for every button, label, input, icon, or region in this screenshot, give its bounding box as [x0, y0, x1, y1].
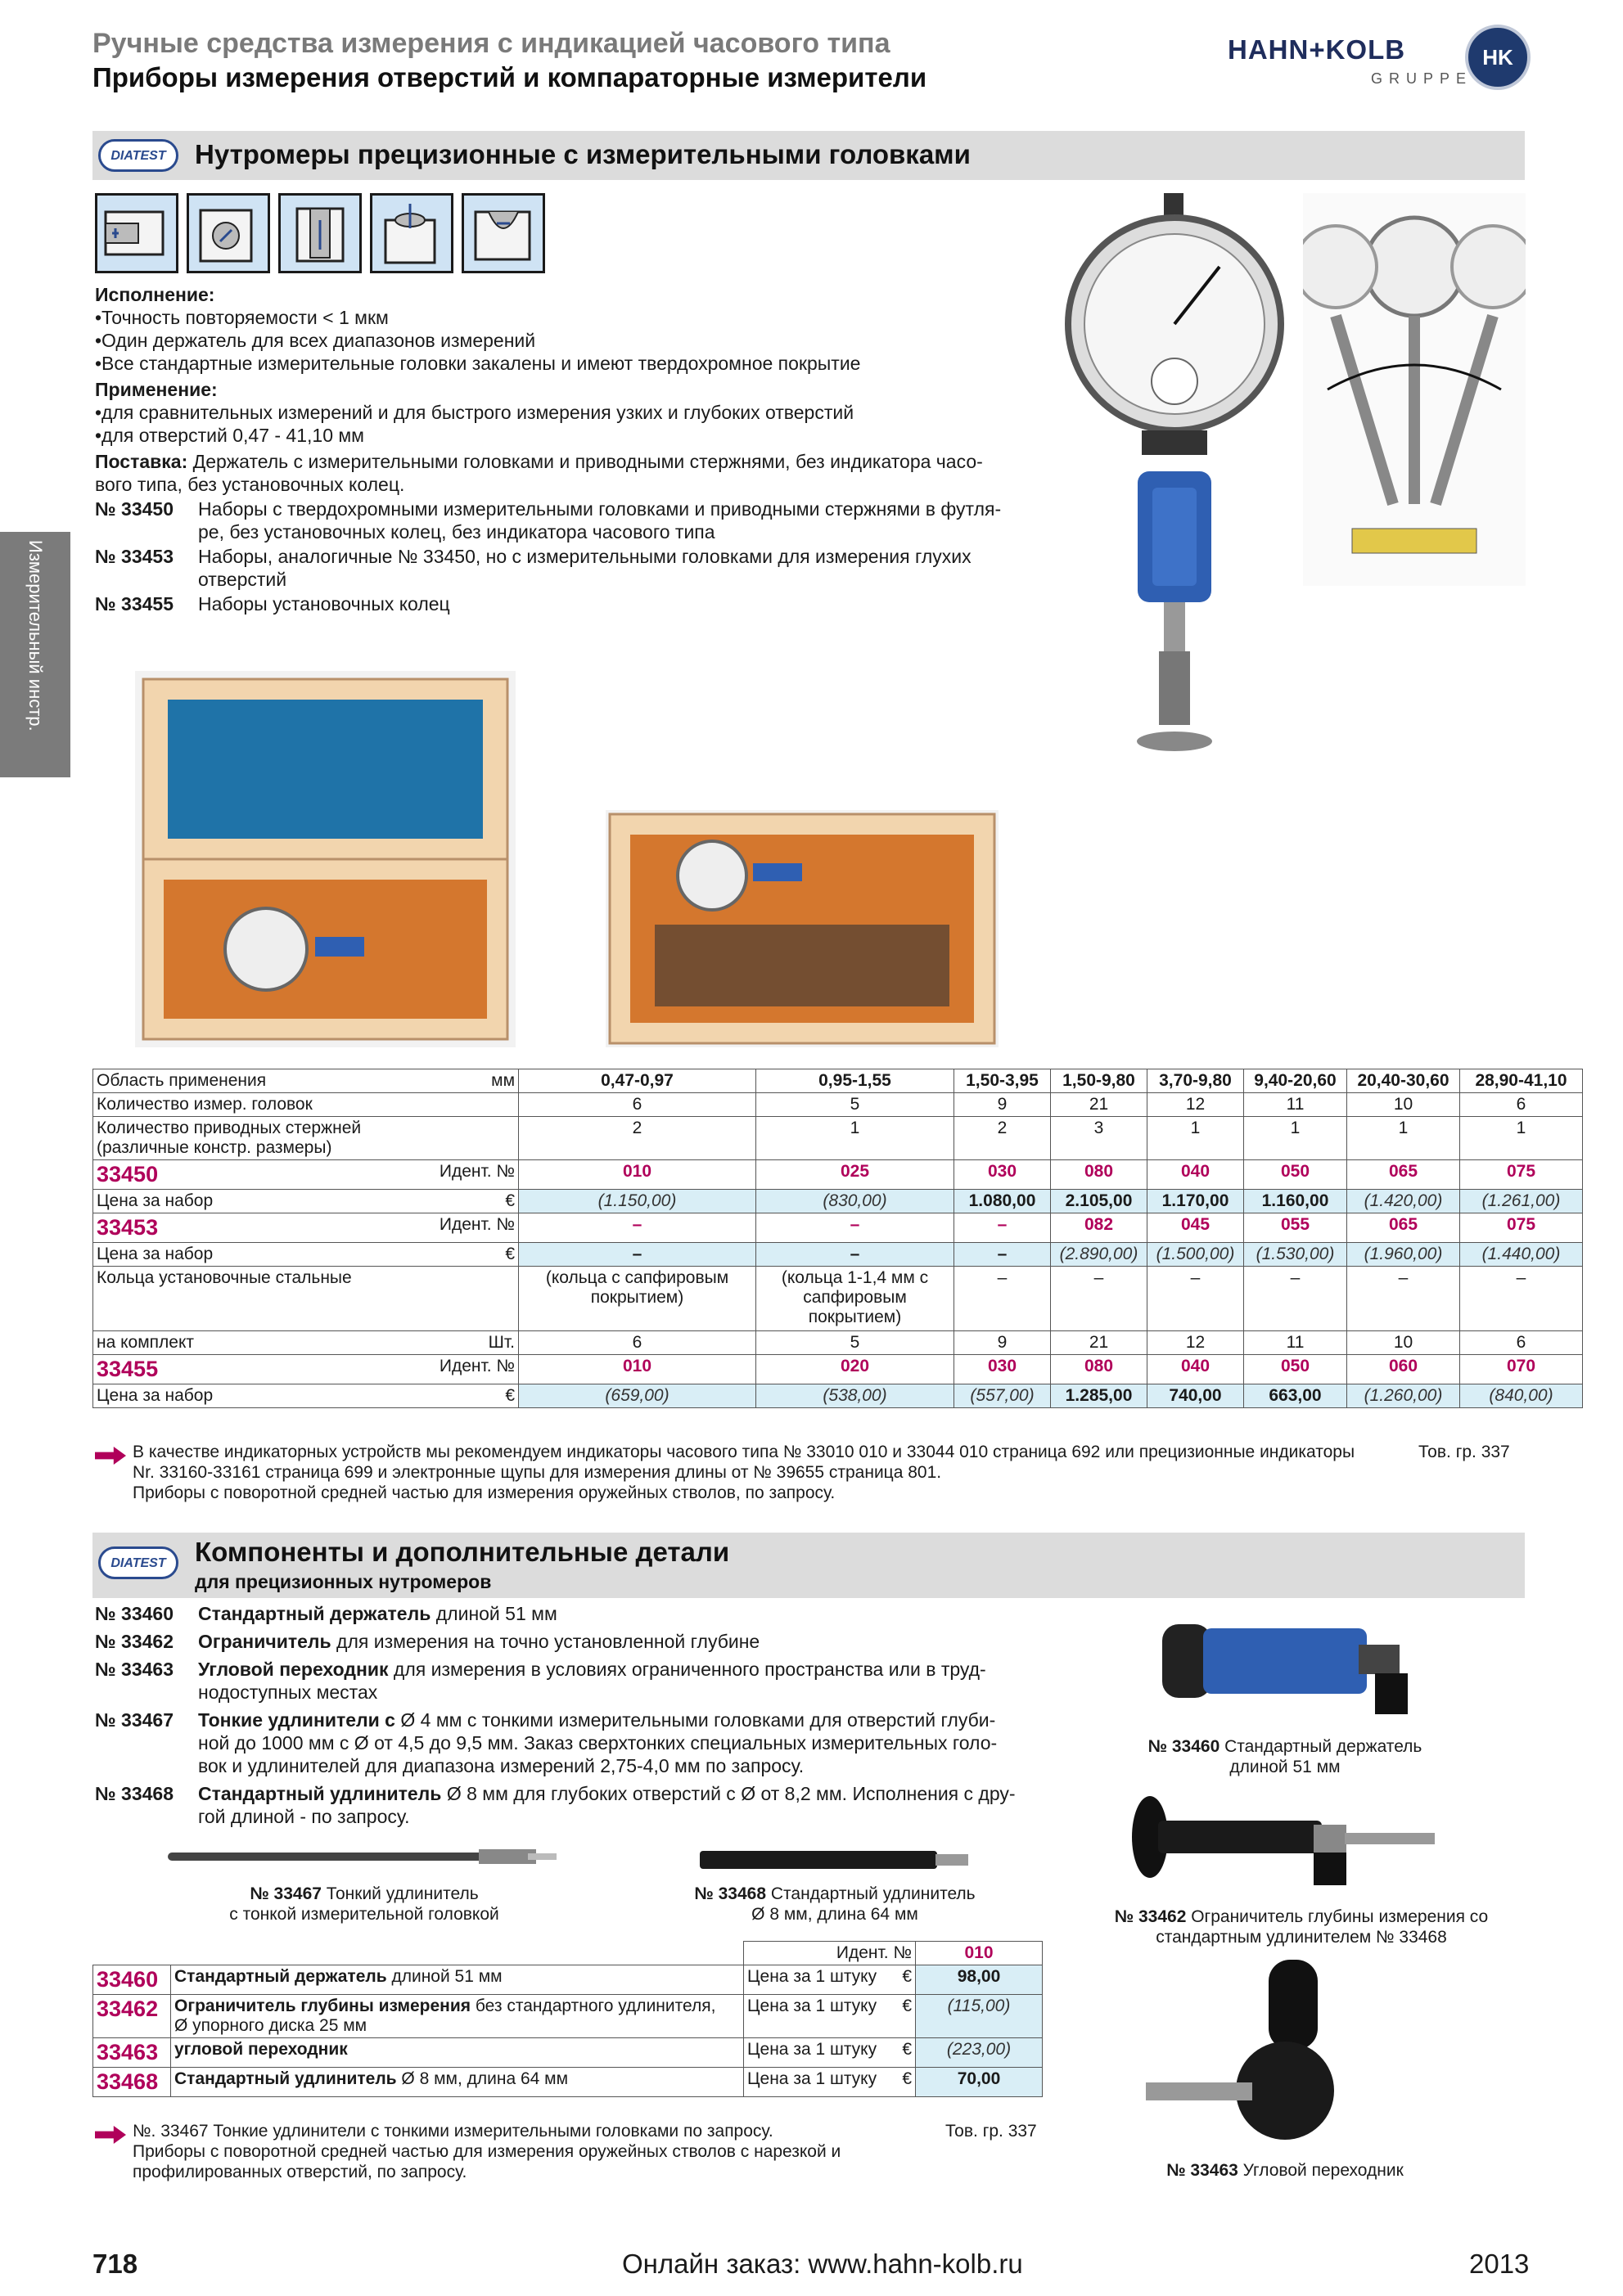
ident-cell: –: [954, 1213, 1051, 1243]
ident-cell: 075: [1460, 1160, 1583, 1190]
value-cell: 10: [1347, 1093, 1460, 1117]
item-text: Наборы установочных колец: [198, 593, 450, 615]
price-cell: (1.261,00): [1460, 1190, 1583, 1213]
execution-item: •Все стандартные измерительные головки закалены и имеют твердохромное покрытие: [95, 353, 861, 374]
caption-text: Ø 8 мм, длина 64 мм: [751, 1905, 918, 1924]
price-cell: 70,00: [916, 2068, 1043, 2097]
ident-cell: 020: [756, 1355, 954, 1384]
ident-cell: 065: [1347, 1213, 1460, 1243]
item-text: ре, без установочных колец, без индикатора часового типа: [198, 521, 715, 542]
article-number: 33455: [97, 1357, 159, 1381]
depth-stop-photo: [1125, 1792, 1453, 1898]
item-number: № 33463: [95, 1659, 174, 1680]
caption-33463: [1121, 2160, 1449, 2181]
price-cell: 1.080,00: [954, 1190, 1051, 1213]
rods-label: (различные констр. размеры): [97, 1138, 332, 1157]
ident-cell: 045: [1147, 1213, 1244, 1243]
caption-text: стандартным удлинителем № 33468: [1156, 1928, 1447, 1947]
unit-label: мм: [491, 1071, 515, 1090]
currency-label: €: [902, 2040, 912, 2059]
ident-cell: 040: [1147, 1355, 1244, 1384]
recommendation-note: [133, 1442, 1393, 1503]
table-row: [93, 1267, 1583, 1331]
item-text: длиной 51 мм: [386, 1967, 503, 1986]
caption-text: длиной 51 мм: [1229, 1758, 1341, 1776]
header-title: Приборы измерения отверстий и компараторные измерители: [92, 62, 927, 92]
online-order-link[interactable]: Онлайн заказ: www.hahn-kolb.ru: [622, 2249, 1023, 2279]
note-line: Приборы с поворотной средней частью для измерения оружейных стволов с нарезкой и: [133, 2142, 841, 2161]
delivery-label: Поставка:: [95, 451, 188, 472]
bore-through-icon: [95, 193, 178, 273]
empty-cell: [93, 1942, 171, 1965]
value-cell: 1: [1347, 1117, 1460, 1160]
table-row: [93, 1942, 1043, 1965]
table-row: [93, 1384, 1583, 1408]
value-cell: 11: [1244, 1093, 1347, 1117]
ident-cell: 040: [1147, 1160, 1244, 1190]
delivery-text: Держатель с измерительными головками и приводными стержнями, без индикатора часо-: [192, 451, 983, 472]
ident-cell: 025: [756, 1160, 954, 1190]
product-group: Тов. гр. 337: [1418, 1443, 1510, 1461]
article-number: 33462: [93, 1995, 171, 2038]
standard-extension-photo: [700, 1841, 978, 1879]
caption-text: Ограничитель глубины измерения со: [1186, 1907, 1489, 1926]
table-row: [93, 1965, 1043, 1995]
list-item: [95, 1602, 1061, 1625]
rings-cell: (кольца с сапфировым покрытием): [519, 1267, 756, 1331]
rings-cell: –: [1051, 1267, 1147, 1331]
item-number: № 33467: [95, 1709, 174, 1731]
measuring-principle-photo: [1303, 193, 1526, 586]
value-cell: 1: [1244, 1117, 1347, 1160]
article-cell: [93, 1160, 519, 1190]
per-cell: [744, 1965, 916, 1995]
list-item: [95, 1782, 1061, 1828]
item-text: для измерения в условиях ограниченного пространства или в труд-: [388, 1659, 986, 1680]
item-name: Ограничитель: [198, 1631, 331, 1652]
logo-mark: HK: [1482, 45, 1513, 70]
application-item: •для сравнительных измерений и для быстрого измерения узких и глубоких отверстий: [95, 402, 854, 423]
table-row: [93, 1213, 1583, 1243]
item-number: № 33450: [95, 498, 174, 520]
page-number: 718: [92, 2249, 138, 2279]
label-cell: Кольца установочные стальные: [93, 1267, 519, 1331]
range-cell: 0,47-0,97: [519, 1069, 756, 1093]
range-cell: 1,50-9,80: [1051, 1069, 1147, 1093]
table-row: [93, 1995, 1043, 2038]
delivery-text: вого типа, без установочных колец.: [95, 474, 405, 495]
item-text: для измерения на точно установленной глубине: [331, 1631, 760, 1652]
price-cell: –: [954, 1243, 1051, 1267]
rings-cell: –: [1347, 1267, 1460, 1331]
value-cell: 6: [1460, 1093, 1583, 1117]
ident-cell: –: [519, 1213, 756, 1243]
note-arrow-icon: [95, 2126, 126, 2144]
unit-label: Шт.: [488, 1333, 515, 1352]
item-text: отверстий: [198, 569, 287, 590]
execution-item: •Один держатель для всех диапазонов измерений: [95, 330, 536, 351]
empty-cell: [171, 1942, 744, 1965]
execution-block: [95, 283, 1061, 615]
value-cell: 11: [1244, 1331, 1347, 1355]
value-cell: 1: [1147, 1117, 1244, 1160]
description-cell: [171, 1995, 744, 2038]
note-line: Nr. 33160-33161 страница 699 и электронные щупы для измерения длины от № 39655 страница 801.: [133, 1463, 942, 1482]
ident-cell: 080: [1051, 1355, 1147, 1384]
ident-cell: 055: [1244, 1213, 1347, 1243]
value-cell: 1: [1460, 1117, 1583, 1160]
value-cell: 2: [519, 1117, 756, 1160]
note-line: Приборы с поворотной средней частью для измерения оружейных стволов, по запросу.: [133, 1483, 836, 1502]
price-cell: (223,00): [916, 2038, 1043, 2068]
price-label: Цена за набор: [97, 1386, 214, 1405]
ident-value: 010: [916, 1942, 1043, 1965]
application-item: •для отверстий 0,47 - 41,10 мм: [95, 425, 364, 446]
article-number: 33463: [93, 2038, 171, 2068]
value-cell: 2: [954, 1117, 1051, 1160]
range-cell: 28,90-41,10: [1460, 1069, 1583, 1093]
item-text: Наборы с твердохромными измерительными головками и приводными стержнями в футля-: [198, 498, 1002, 520]
value-cell: 6: [1460, 1331, 1583, 1355]
value-cell: 21: [1051, 1331, 1147, 1355]
ident-label: Идент. №: [744, 1942, 916, 1965]
per-label: Цена за 1 штуку: [747, 1967, 877, 1986]
label-cell: [93, 1384, 519, 1408]
article-number: 33453: [97, 1215, 159, 1240]
ident-cell: 030: [954, 1160, 1051, 1190]
ident-cell: 075: [1460, 1213, 1583, 1243]
table-row: [93, 1117, 1583, 1160]
ident-cell: 010: [519, 1355, 756, 1384]
catalog-year: 2013: [1469, 2249, 1530, 2279]
price-cell: (2.890,00): [1051, 1243, 1147, 1267]
value-cell: 9: [954, 1093, 1051, 1117]
item-name: угловой переходник: [174, 2040, 348, 2059]
price-cell: (830,00): [756, 1190, 954, 1213]
note-line: №. 33467 Тонкие удлинители с тонкими измерительными головками по запросу.: [133, 2122, 773, 2141]
item-name: Угловой переходник: [198, 1659, 389, 1680]
caption-text: Тонкий удлинитель: [321, 1884, 479, 1903]
ident-cell: 082: [1051, 1213, 1147, 1243]
rings-cell: –: [954, 1267, 1051, 1331]
bore-square-icon: [187, 193, 270, 273]
value-cell: 1: [756, 1117, 954, 1160]
caption-33462: [1089, 1907, 1514, 1947]
range-cell: 20,40-30,60: [1347, 1069, 1460, 1093]
caption-number: № 33462: [1114, 1907, 1187, 1926]
caption-text: Стандартный удлинитель: [766, 1884, 976, 1903]
currency-label: €: [505, 1386, 515, 1405]
ident-cell: 030: [954, 1355, 1051, 1384]
description-cell: [171, 2068, 744, 2097]
diatest-logo: DIATEST: [98, 1546, 178, 1579]
item-number: № 33460: [95, 1603, 174, 1624]
list-item: [95, 1630, 1061, 1653]
price-cell: (538,00): [756, 1384, 954, 1408]
case-set-photo-2: [606, 810, 999, 1047]
table-row: [93, 1243, 1583, 1267]
table-row: [93, 1331, 1583, 1355]
components-price-table: [92, 1941, 1043, 2097]
item-text: Ø 8 мм, длина 64 мм: [396, 2069, 569, 2088]
execution-item: •Точность повторяемости < 1 мкм: [95, 307, 389, 328]
specs-table: [92, 1069, 1583, 1408]
header-category: Ручные средства измерения с индикацией часового типа: [92, 28, 890, 59]
item-number: № 33455: [95, 593, 174, 615]
table-row: [93, 1355, 1583, 1384]
ident-cell: 010: [519, 1160, 756, 1190]
table-row: [93, 1069, 1583, 1093]
currency-label: €: [505, 1191, 515, 1210]
ident-cell: 050: [1244, 1160, 1347, 1190]
table-row: [93, 2038, 1043, 2068]
item-text: Наборы, аналогичные № 33450, но с измерительными головками для измерения глухих: [198, 546, 972, 567]
caption-text: с тонкой измерительной головкой: [229, 1905, 499, 1924]
price-label: Цена за набор: [97, 1245, 214, 1263]
delivery-block: [95, 450, 1061, 496]
caption-number: № 33460: [1147, 1737, 1220, 1756]
description-cell: [171, 2038, 744, 2068]
table-row: [93, 1190, 1583, 1213]
article-number: 33450: [97, 1162, 159, 1186]
currency-label: €: [505, 1245, 515, 1263]
logo-subtitle: GRUPPE: [1371, 70, 1473, 87]
table-row: [93, 1093, 1583, 1117]
label-cell: [93, 1331, 519, 1355]
item-number: № 33453: [95, 546, 174, 567]
per-label: Цена за 1 штуку: [747, 1997, 877, 2015]
logo-wordmark: HAHN+KOLB: [1228, 34, 1406, 65]
value-cell: 3: [1051, 1117, 1147, 1160]
price-cell: (115,00): [916, 1995, 1043, 2038]
price-cell: 2.105,00: [1051, 1190, 1147, 1213]
rings-cell: –: [1460, 1267, 1583, 1331]
product-group: Тов. гр. 337: [945, 2122, 1037, 2141]
caption-number: № 33463: [1166, 2161, 1238, 2180]
price-cell: (1.440,00): [1460, 1243, 1583, 1267]
ident-cell: 070: [1460, 1355, 1583, 1384]
ident-label: Идент. №: [439, 1215, 515, 1234]
label-cell: [93, 1243, 519, 1267]
price-cell: 98,00: [916, 1965, 1043, 1995]
range-cell: 0,95-1,55: [756, 1069, 954, 1093]
label-cell: [93, 1069, 519, 1093]
item-number: № 33462: [95, 1631, 174, 1652]
caption-33467: [168, 1884, 561, 1925]
note-line: В качестве индикаторных устройств мы рекомендуем индикаторы часового типа № 33010 010 и 33044 010 страница 692 или прецизионные индикаторы: [133, 1443, 1355, 1461]
caption-33468: [671, 1884, 999, 1925]
item-33450: [95, 497, 1061, 543]
area-label: Область применения: [97, 1071, 267, 1090]
item-text: вок и удлинителей для диапазона измерений 2,75-4,0 мм по запросу.: [198, 1755, 805, 1776]
rings-cell: (кольца 1-1,4 мм с сапфировым покрытием): [756, 1267, 954, 1331]
label-cell: Количество измер. головок: [93, 1093, 519, 1117]
item-text: без стандартного удлинителя,: [471, 1997, 716, 2015]
caption-33460: [1121, 1736, 1449, 1777]
ident-label: Идент. №: [439, 1162, 515, 1181]
case-set-photo-1: [135, 671, 516, 1047]
holder-photo: [1154, 1608, 1424, 1731]
article-number: 33460: [93, 1965, 171, 1995]
item-text: Ø упорного диска 25 мм: [174, 2016, 367, 2035]
item-33453: [95, 545, 1061, 591]
per-cell: [744, 1995, 916, 2038]
price-cell: (840,00): [1460, 1384, 1583, 1408]
bore-gauge-photo: [1056, 193, 1293, 766]
rods-label: Количество приводных стержней: [97, 1119, 362, 1137]
item-name: Стандартный удлинитель: [174, 2069, 397, 2088]
price-cell: (1.420,00): [1347, 1190, 1460, 1213]
range-cell: 9,40-20,60: [1244, 1069, 1347, 1093]
rings-cell: –: [1147, 1267, 1244, 1331]
item-text: Ø 4 мм с тонкими измерительными головками для отверстий глуби-: [394, 1709, 996, 1731]
price-cell: 1.160,00: [1244, 1190, 1347, 1213]
per-set-label: на комплект: [97, 1333, 194, 1352]
caption-number: № 33468: [694, 1884, 767, 1903]
table-row: [93, 2068, 1043, 2097]
value-cell: 5: [756, 1331, 954, 1355]
currency-label: €: [902, 2069, 912, 2088]
ident-cell: 080: [1051, 1160, 1147, 1190]
price-cell: (1.530,00): [1244, 1243, 1347, 1267]
item-text: длиной 51 мм: [431, 1603, 557, 1624]
price-cell: –: [756, 1243, 954, 1267]
price-cell: 1.170,00: [1147, 1190, 1244, 1213]
price-cell: 663,00: [1244, 1384, 1347, 1408]
ident-label: Идент. №: [439, 1357, 515, 1375]
ident-cell: 060: [1347, 1355, 1460, 1384]
per-label: Цена за 1 штуку: [747, 2069, 877, 2088]
price-cell: (1.500,00): [1147, 1243, 1244, 1267]
price-cell: (1.260,00): [1347, 1384, 1460, 1408]
components-list: [95, 1602, 1061, 1828]
price-cell: 1.285,00: [1051, 1384, 1147, 1408]
item-text: гой длиной - по запросу.: [198, 1806, 410, 1827]
price-cell: (1.150,00): [519, 1190, 756, 1213]
company-logo[interactable]: [1228, 25, 1531, 98]
currency-label: €: [902, 1997, 912, 2015]
ident-cell: 050: [1244, 1355, 1347, 1384]
price-cell: (557,00): [954, 1384, 1051, 1408]
label-cell: [93, 1190, 519, 1213]
value-cell: 9: [954, 1331, 1051, 1355]
bore-depth-icon: [278, 193, 362, 273]
execution-label: Исполнение:: [95, 284, 215, 305]
value-cell: 5: [756, 1093, 954, 1117]
label-cell: [93, 1117, 519, 1160]
section-subtitle: для прецизионных нутромеров: [195, 1571, 492, 1592]
value-cell: 6: [519, 1331, 756, 1355]
article-cell: [93, 1355, 519, 1384]
ident-cell: 065: [1347, 1160, 1460, 1190]
caption-number: № 33467: [250, 1884, 322, 1903]
price-cell: 740,00: [1147, 1384, 1244, 1408]
currency-label: €: [902, 1967, 912, 1986]
value-cell: 6: [519, 1093, 756, 1117]
per-label: Цена за 1 штуку: [747, 2040, 877, 2059]
list-item: [95, 1708, 1061, 1777]
item-name: Стандартный удлинитель: [198, 1783, 442, 1804]
item-number: № 33468: [95, 1783, 174, 1804]
logo-emblem-icon: [1465, 25, 1531, 90]
item-name: Стандартный держатель: [198, 1603, 431, 1624]
value-cell: 21: [1051, 1093, 1147, 1117]
application-label: Применение:: [95, 379, 218, 400]
rings-cell: –: [1244, 1267, 1347, 1331]
caption-text: Угловой переходник: [1238, 2161, 1404, 2180]
note-arrow-icon: [95, 1447, 126, 1465]
diatest-logo: DIATEST: [98, 139, 178, 172]
section-title: Нутромеры прецизионные с измерительными головками: [195, 139, 971, 169]
bore-blind-icon: [370, 193, 453, 273]
price-cell: (1.960,00): [1347, 1243, 1460, 1267]
thin-extension-photo: [168, 1841, 561, 1874]
value-cell: 10: [1347, 1331, 1460, 1355]
ident-cell: –: [756, 1213, 954, 1243]
per-cell: [744, 2038, 916, 2068]
angle-adapter-photo: [1146, 1960, 1408, 2156]
range-cell: 1,50-3,95: [954, 1069, 1051, 1093]
article-cell: [93, 1213, 519, 1243]
bore-groove-icon: [462, 193, 545, 273]
article-number: 33468: [93, 2068, 171, 2097]
description-cell: [171, 1965, 744, 1995]
item-text: Ø 8 мм для глубоких отверстий с Ø от 8,2 мм. Исполнения с дру-: [441, 1783, 1016, 1804]
side-tab-label: Измерительный инстр.: [25, 540, 46, 732]
price-label: Цена за набор: [97, 1191, 214, 1210]
item-text: ной до 1000 мм с Ø от 4,5 до 9,5 мм. Заказ сверхтонких специальных измерительных голо-: [198, 1732, 998, 1754]
item-name: Ограничитель глубины измерения: [174, 1997, 471, 2015]
list-item: [95, 1658, 1061, 1704]
value-cell: 12: [1147, 1093, 1244, 1117]
range-cell: 3,70-9,80: [1147, 1069, 1244, 1093]
side-tab[interactable]: [0, 532, 70, 777]
note-line: профилированных отверстий, по запросу.: [133, 2163, 467, 2181]
per-cell: [744, 2068, 916, 2097]
value-cell: 12: [1147, 1331, 1244, 1355]
caption-text: Стандартный держатель: [1220, 1737, 1422, 1756]
item-name: Стандартный держатель: [174, 1967, 387, 1986]
section-title: Компоненты и дополнительные детали: [195, 1537, 730, 1567]
price-cell: (659,00): [519, 1384, 756, 1408]
thin-extension-note: [133, 2121, 951, 2182]
table-row: [93, 1160, 1583, 1190]
item-33455: [95, 592, 1061, 615]
price-cell: –: [519, 1243, 756, 1267]
item-text: нодоступных местах: [198, 1681, 378, 1703]
item-name: Тонкие удлинители с: [198, 1709, 395, 1731]
